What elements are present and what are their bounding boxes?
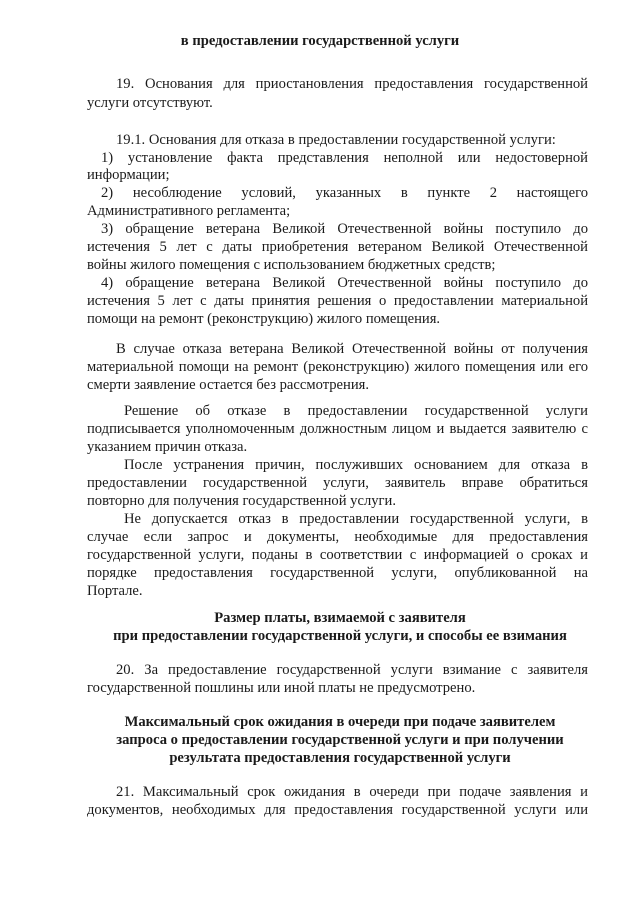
- queue-section-heading-line-1: Максимальный срок ожидания в очереди при подаче заявителем: [124, 714, 556, 730]
- paragraph-not-allowed-line-5: Портале.: [87, 583, 143, 599]
- paragraph-19-1-title: 19.1. Основания для отказа в предоставлении государственной услуги:: [116, 132, 556, 148]
- paragraph-20-line-1: 20. За предоставление государственной услуги взимание с заявителя: [116, 662, 588, 678]
- paragraph-19-1-item-4-line-1: 4) обращение ветерана Великой Отечественной войны поступило до: [101, 275, 588, 291]
- paragraph-19-line-2: услуги отсутствуют.: [87, 95, 213, 111]
- paragraph-19-1-item-1-line-1: 1) установление факта представления неполной или недостоверной: [101, 150, 588, 166]
- paragraph-after-line-1: После устранения причин, послуживших основанием для отказа в: [124, 457, 588, 473]
- paragraph-19-1-item-3-line-3: войны жилого помещения с использованием бюджетных средств;: [87, 257, 496, 273]
- paragraph-not-allowed-line-3: государственной услуги, поданы в соответствии с информацией о сроках и: [87, 547, 588, 563]
- queue-section-heading-line-2: запроса о предоставлении государственной услуги и при получении: [116, 732, 564, 748]
- paragraph-19-1-item-3-line-2: истечения 5 лет с даты приобретения ветераном Великой Отечественной: [87, 239, 588, 255]
- queue-section-heading-line-3: результата предоставления государственной услуги: [169, 750, 511, 766]
- paragraph-decision-line-2: подписывается уполномоченным должностным лицом и выдается заявителю с: [87, 421, 588, 437]
- paragraph-19-1-item-2-line-2: Административного регламента;: [87, 203, 291, 219]
- fee-section-heading-line-2: при предоставлении государственной услуги, и способы ее взимания: [113, 628, 567, 644]
- paragraph-19-1-item-2-line-1: 2) несоблюдение условий, указанных в пункте 2 настоящего: [101, 185, 588, 201]
- paragraph-decision-line-1: Решение об отказе в предоставлении государственной услуги: [124, 403, 588, 419]
- paragraph-refusal-line-3: смерти заявление остается без рассмотрения.: [87, 377, 370, 393]
- paragraph-19-line-1: 19. Основания для приостановления предоставления государственной: [116, 76, 588, 92]
- paragraph-19-1-item-4-line-2: истечения 5 лет с даты принятия решения о предоставлении материальной: [87, 293, 588, 309]
- paragraph-19-1-item-1-line-2: информации;: [87, 167, 170, 183]
- paragraph-after-line-3: повторно для получения государственной услуги.: [87, 493, 396, 509]
- paragraph-not-allowed-line-1: Не допускается отказ в предоставлении государственной услуги, в: [124, 511, 588, 527]
- paragraph-19-1-item-4-line-3: помощи на ремонт (реконструкцию) жилого помещения.: [87, 311, 441, 327]
- paragraph-refusal-line-2: материальной помощи на ремонт (реконструкцию) жилого помещения или его: [87, 359, 588, 375]
- paragraph-not-allowed-line-4: порядке предоставления государственной услуги, опубликованной на: [87, 565, 588, 581]
- page-header-title: в предоставлении государственной услуги: [180, 33, 460, 49]
- paragraph-refusal-line-1: В случае отказа ветерана Великой Отечественной войны от получения: [116, 341, 588, 357]
- paragraph-20-line-2: государственной пошлины или иной платы не предусмотрено.: [87, 680, 476, 696]
- paragraph-19-1-item-3-line-1: 3) обращение ветерана Великой Отечественной войны поступило до: [101, 221, 588, 237]
- paragraph-21-line-2: документов, необходимых для предоставления государственной услуги или: [87, 802, 588, 818]
- paragraph-21-line-1: 21. Максимальный срок ожидания в очереди при подаче заявления и: [116, 784, 588, 800]
- paragraph-decision-line-3: указанием причин отказа.: [87, 439, 248, 455]
- fee-section-heading-line-1: Размер платы, взимаемой с заявителя: [214, 610, 466, 626]
- paragraph-not-allowed-line-2: случае если запрос и документы, необходимые для предоставления: [87, 529, 588, 545]
- paragraph-after-line-2: предоставлении государственной услуги, заявитель вправе обратиться: [87, 475, 588, 491]
